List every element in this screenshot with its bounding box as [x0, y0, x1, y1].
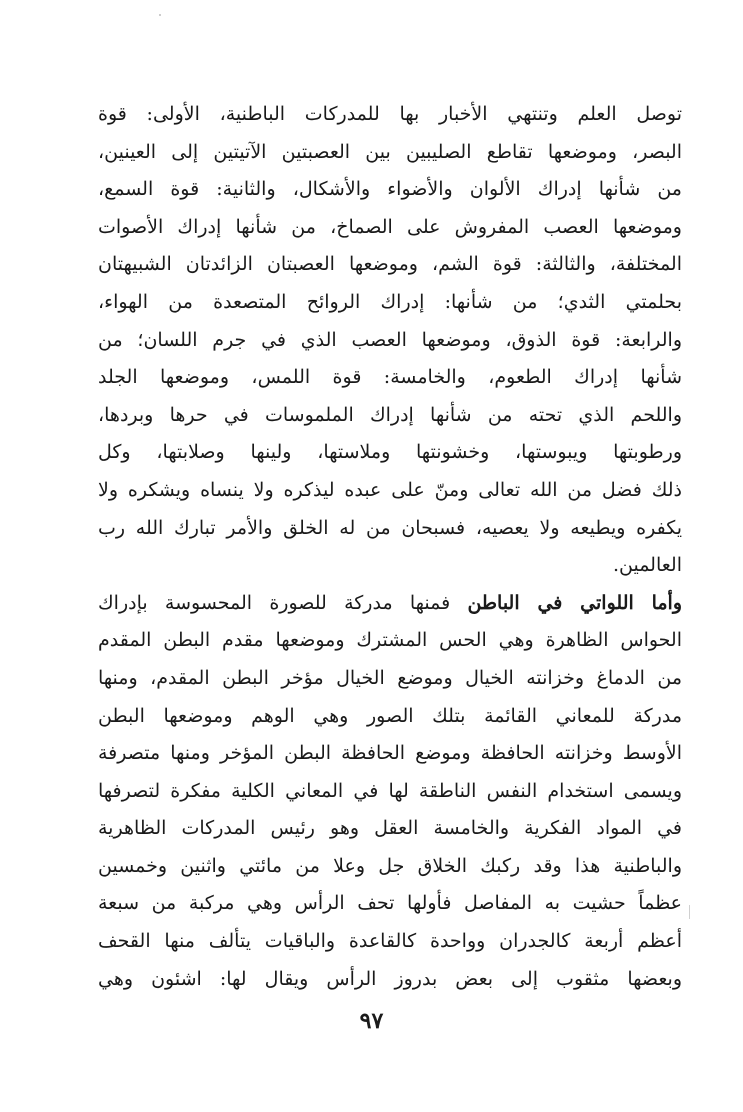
text-line: وموضعها العصب المفروش على الصماخ، من شأنها إدراك الأصوات [98, 215, 682, 238]
text-line: ويسمى استخدام النفس الناطقة لها في المعاني الكلية مفكرة لتصرفها [98, 779, 682, 802]
text-line: واللحم الذي تحته من شأنها إدراك الملموسات في حرها وبردها، [98, 403, 682, 426]
scan-line-mark [689, 905, 690, 919]
text-line: ورطوبتها ويبوستها، وخشونتها وملاستها، ولينها وصلابتها، وكل [98, 441, 682, 464]
text-line: شأنها إدراك الطعوم، والخامسة: قوة اللمس، وموضعها الجلد [98, 366, 682, 389]
text-line: توصل العلم وتنتهي الأخبار بها للمدركات الباطنية، الأولى: قوة [98, 103, 682, 125]
text-line: عظماً حشيت به المفاصل فأولها تحف الرأس وهي مركبة من سبعة [98, 892, 682, 915]
body-text [98, 96, 682, 998]
text-line: من الدماغ وخزانته الخيال وموضع الخيال مؤخر البطن المقدم، ومنها [98, 666, 682, 689]
text-line: أعظم أربعة كالجدران وواحدة كالقاعدة والباقيات يتألف منها القحف [98, 930, 682, 953]
text-line: من شأنها إدراك الألوان والأضواء والأشكال، والثانية: قوة السمع، [98, 178, 682, 201]
text-line: البصر، وموضعها تقاطع الصليبين بين العصبتين الآتيتين إلى العينين، [98, 140, 682, 163]
text-line: والرابعة: قوة الذوق، وموضعها العصب الذي في جرم اللسان؛ من [98, 328, 682, 351]
text-line: المختلفة، والثالثة: قوة الشم، وموضعها العصبتان الزائدتان الشبيهتان [98, 253, 682, 276]
text-line: في المواد الفكرية والخامسة العقل وهو رئيس المدركات الظاهرية [98, 817, 682, 840]
paragraph-lead-rest: فمنها مدركة للصورة المحسوسة بإدراك [98, 591, 468, 614]
text-line: الأوسط وخزانته الحافظة وموضع الحافظة البطن المؤخر ومنها متصرفة [98, 742, 682, 765]
text-line: يكفره ويطيعه ولا يعصيه، فسبحان من له الخلق والأمر تبارك الله رب [98, 516, 682, 539]
page-number: ٩٧ [359, 1008, 384, 1034]
paragraph-start-line [98, 585, 682, 623]
text-line: وبعضها مثقوب إلى بعض بدروز الرأس ويقال لها: اشئون وهي [98, 967, 682, 990]
text-line: مدركة للمعاني القائمة بتلك الصور وهي الوهم وموضعها البطن [98, 704, 682, 727]
paragraph-lead-bold: وأما اللواتي في الباطن [467, 591, 682, 614]
scan-speck [159, 14, 161, 16]
text-line: بحلمتي الثدي؛ من شأنها: إدراك الروائح المتصعدة من الهواء، [98, 290, 682, 313]
text-line: الحواس الظاهرة وهي الحس المشترك وموضعها مقدم البطن المقدم [98, 629, 682, 652]
paragraph-end-line: العالمين. [612, 554, 682, 577]
text-line: ذلك فضل من الله تعالى ومنّ على عبده ليذكره ولا ينساه ويشكره ولا [98, 478, 682, 501]
text-line: والباطنية هذا وقد ركبك الخلاق جل وعلا من مائتي واثنين وخمسين [98, 854, 682, 877]
